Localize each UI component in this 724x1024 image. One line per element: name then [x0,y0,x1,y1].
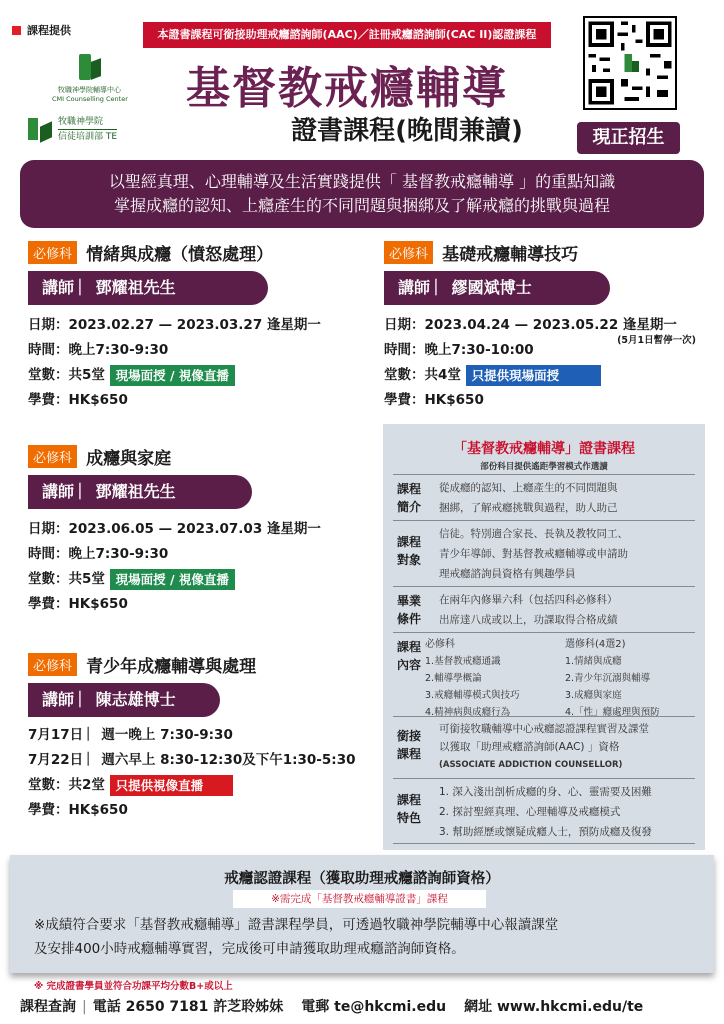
intro-line-2: 掌握成癮的認知、上癮產生的不同問題與捆綁及了解戒癮的挑戰與過程 [113,196,610,215]
contact-website[interactable]: 網址 www.hkcmi.edu/te [464,999,644,1015]
contact-email[interactable]: 電郵 te@hkcmi.edu [301,999,447,1015]
course-title: 成癮與家庭 [86,449,172,469]
info-row-audience [393,520,695,586]
intro-line-1: 以聖經真理、心理輔導及生活實踐提供「 基督教戒癮輔導 」的重點知識 [108,172,616,191]
required-item: 4.精神病與成癮行為 [425,707,511,718]
certification-box [10,855,714,973]
row-line: 捆綁，了解戒癮挑戰與過程，助人助己 [439,502,618,514]
row-line-en: (ASSOCIATE ADDICTION COUNSELLOR) [439,760,623,770]
certificate-info-box [383,424,705,850]
course-addiction-family [28,444,348,617]
course-sessions: 堂數：共5堂 [28,571,105,587]
row-label: 簡介 [397,500,422,514]
provider-label [12,22,71,38]
row-label: 對象 [397,553,422,567]
course-date: 日期：2023.04.24 — 2023.05.22 逢星期一 [384,317,677,333]
contact-bar [20,996,710,1016]
delivery-mode-badge: 現場面授 / 視像直播 [110,365,235,386]
row-line: 在兩年內修畢六科（包括四科必修科） [439,594,618,606]
row-line: 出席達八成或以上，功課取得合格成績 [439,614,618,626]
course-youth-addiction [28,652,378,823]
info-row-content [393,632,695,716]
course-schedule-2: 7月22日 ︳週六早上 8:30-12:30及下午1:30-5:30 [28,752,356,768]
bullet-square-icon [12,26,21,35]
required-head: 必修科 [425,639,455,650]
row-line: 可銜接牧職輔導中心戒癮認證課程實習及課堂 [439,723,649,735]
instructor-bar: 講師 ︳鄧耀祖先生 [28,475,252,509]
course-fee: 學費：HK$650 [28,802,128,818]
cmi-logo-cn: 牧職神學院輔導中心 [58,86,121,94]
contact-phone[interactable]: 電話 2650 7181 許芝聆姊妹 [92,999,284,1015]
course-time: 時間：晚上7:30-9:30 [28,546,169,562]
required-tag: 必修科 [384,241,433,264]
required-list [425,636,555,716]
row-line: 以獲取「助理戒癮諮詢師(AAC) 」資格 [439,741,620,753]
course-fee: 學費：HK$650 [28,392,128,408]
certification-requirement: ※需完成「基督教戒癮輔導證書」課程 [233,890,486,908]
course-title: 青少年成癮輔導與處理 [86,657,257,677]
qr-code-icon[interactable] [583,16,677,110]
instructor-bar: 講師 ︳陳志雄博士 [28,683,220,717]
course-time-row [384,335,704,363]
elective-item: 1.情緒與成癮 [565,656,622,667]
delivery-mode-badge: 現場面授 / 視像直播 [110,569,235,590]
main-title: 基督教戒癮輔導 [186,63,508,114]
row-line: 1. 深入淺出剖析成癮的身、心、靈需要及困難 [439,786,652,798]
course-schedule-1: 7月17日 ︳週一晚上 7:30-9:30 [28,727,233,743]
info-row-features [393,778,695,844]
elective-item: 4.「性」癮處理與預防 [565,707,660,718]
recruiting-badge: 現正招生 [577,122,680,154]
required-item: 2.輔導學概論 [425,673,482,684]
footnote: ※ 完成證書學員並符合功課平均分數B+或以上 [34,981,233,992]
course-fee: 學費：HK$650 [28,596,128,612]
row-label: 課程 [397,535,422,549]
course-sessions: 堂數：共2堂 [28,777,105,793]
approval-banner: 本證書課程可銜接助理戒癮諮詢師(AAC)／註冊戒癮諮詢師(CAC II)認證課程 [143,22,551,48]
row-label: 課程 [397,640,422,654]
info-box-subtitle: 部份科目提供遙距學習模式作選讀 [480,462,608,472]
elective-item: 3.成癮與家庭 [565,690,622,701]
row-label: 內容 [397,658,422,672]
course-title: 基礎戒癮輔導技巧 [442,245,579,265]
row-line: 2. 探討聖經真理、心理輔導及戒癮模式 [439,806,621,818]
required-item: 1.基督教戒癮通識 [425,656,501,667]
course-date: 日期：2023.06.05 — 2023.07.03 逢星期一 [28,521,321,537]
row-line: 從成癮的認知、上癮產生的不同問題與 [439,482,618,494]
row-label: 銜接 [397,729,422,743]
required-item: 3.戒癮輔導模式與技巧 [425,690,520,701]
te-logo-line1: 牧職神學院 [58,117,104,127]
row-label: 畢業 [397,594,422,608]
sub-title: 證書課程(晚間兼讀) [291,116,523,146]
row-label: 課程 [397,482,422,496]
header [0,0,724,158]
info-box-title: 「基督教戒癮輔導」證書課程 [453,441,635,457]
delivery-mode-badge: 只提供現場面授 [466,365,602,386]
row-label: 條件 [397,612,422,626]
contact-label: 課程查詢 [20,999,76,1015]
elective-list [565,636,695,716]
required-tag: 必修科 [28,653,77,676]
required-tag: 必修科 [28,445,77,468]
course-basic-skills [384,240,704,413]
row-line: 理戒癮諮詢員資格有興趣學員 [439,568,576,580]
required-tag: 必修科 [28,241,77,264]
intro-banner [20,160,704,228]
elective-head: 選修科(4選2) [565,639,626,650]
cmi-logo-en: CMI Counselling Center [52,95,128,103]
course-sessions-row [384,363,704,388]
course-title: 情緒與成癮（憤怒處理） [86,245,274,265]
delivery-mode-badge: 只提供視像直播 [110,775,234,796]
course-time: 時間：晚上7:30-10:00 [384,342,534,358]
course-date: 日期：2023.02.27 — 2023.03.27 逢星期一 [28,317,321,333]
course-sessions-row [28,567,348,592]
course-time: 時間：晚上7:30-9:30 [28,342,169,358]
te-logo-icon [28,116,54,142]
te-logo-line2: 信徒培訓部 TE [58,129,117,144]
row-line: 信徒。特別適合家長、長執及教牧同工、 [439,528,628,540]
te-logo [28,116,117,144]
divider: | [82,999,87,1015]
course-sessions: 堂數：共5堂 [28,367,105,383]
row-line: 3. 幫助經歷或懷疑成癮人士，預防成癮及復發 [439,826,652,838]
elective-item: 2.青少年沉溺與輔導 [565,673,651,684]
course-sessions: 堂數：共4堂 [384,367,461,383]
info-row-articulation [393,716,695,778]
row-line: 青少年導師、對基督教戒癮輔導或申請助 [439,548,628,560]
provider-text: 課程提供 [27,24,71,37]
instructor-bar: 講師 ︳繆國斌博士 [384,271,610,305]
course-fee: 學費：HK$650 [384,392,484,408]
instructor-bar: 講師 ︳鄧耀祖先生 [28,271,268,305]
course-emotion-addiction [28,240,348,413]
info-row-overview [393,474,695,520]
row-label: 特色 [397,811,422,825]
cmi-logo [52,52,127,103]
course-sessions-row [28,773,378,798]
certification-body-line1: ※成績符合要求「基督教戒癮輔導」證書課程學員，可透過牧職神學院輔導中心報讀課堂 [34,917,559,933]
course-sessions-row [28,363,348,388]
info-row-graduation [393,586,695,632]
row-label: 課程 [397,793,422,807]
certification-title: 戒癮認證課程（獲取助理戒癮諮詢師資格） [224,871,500,887]
row-label: 課程 [397,747,422,761]
pause-note: (5月1日暫停一次) [617,335,696,346]
cmi-logo-icon [77,52,103,82]
certification-body-line2: 及安排400小時戒癮輔導實習，完成後可申請獲取助理戒癮諮詢師資格。 [34,941,465,957]
